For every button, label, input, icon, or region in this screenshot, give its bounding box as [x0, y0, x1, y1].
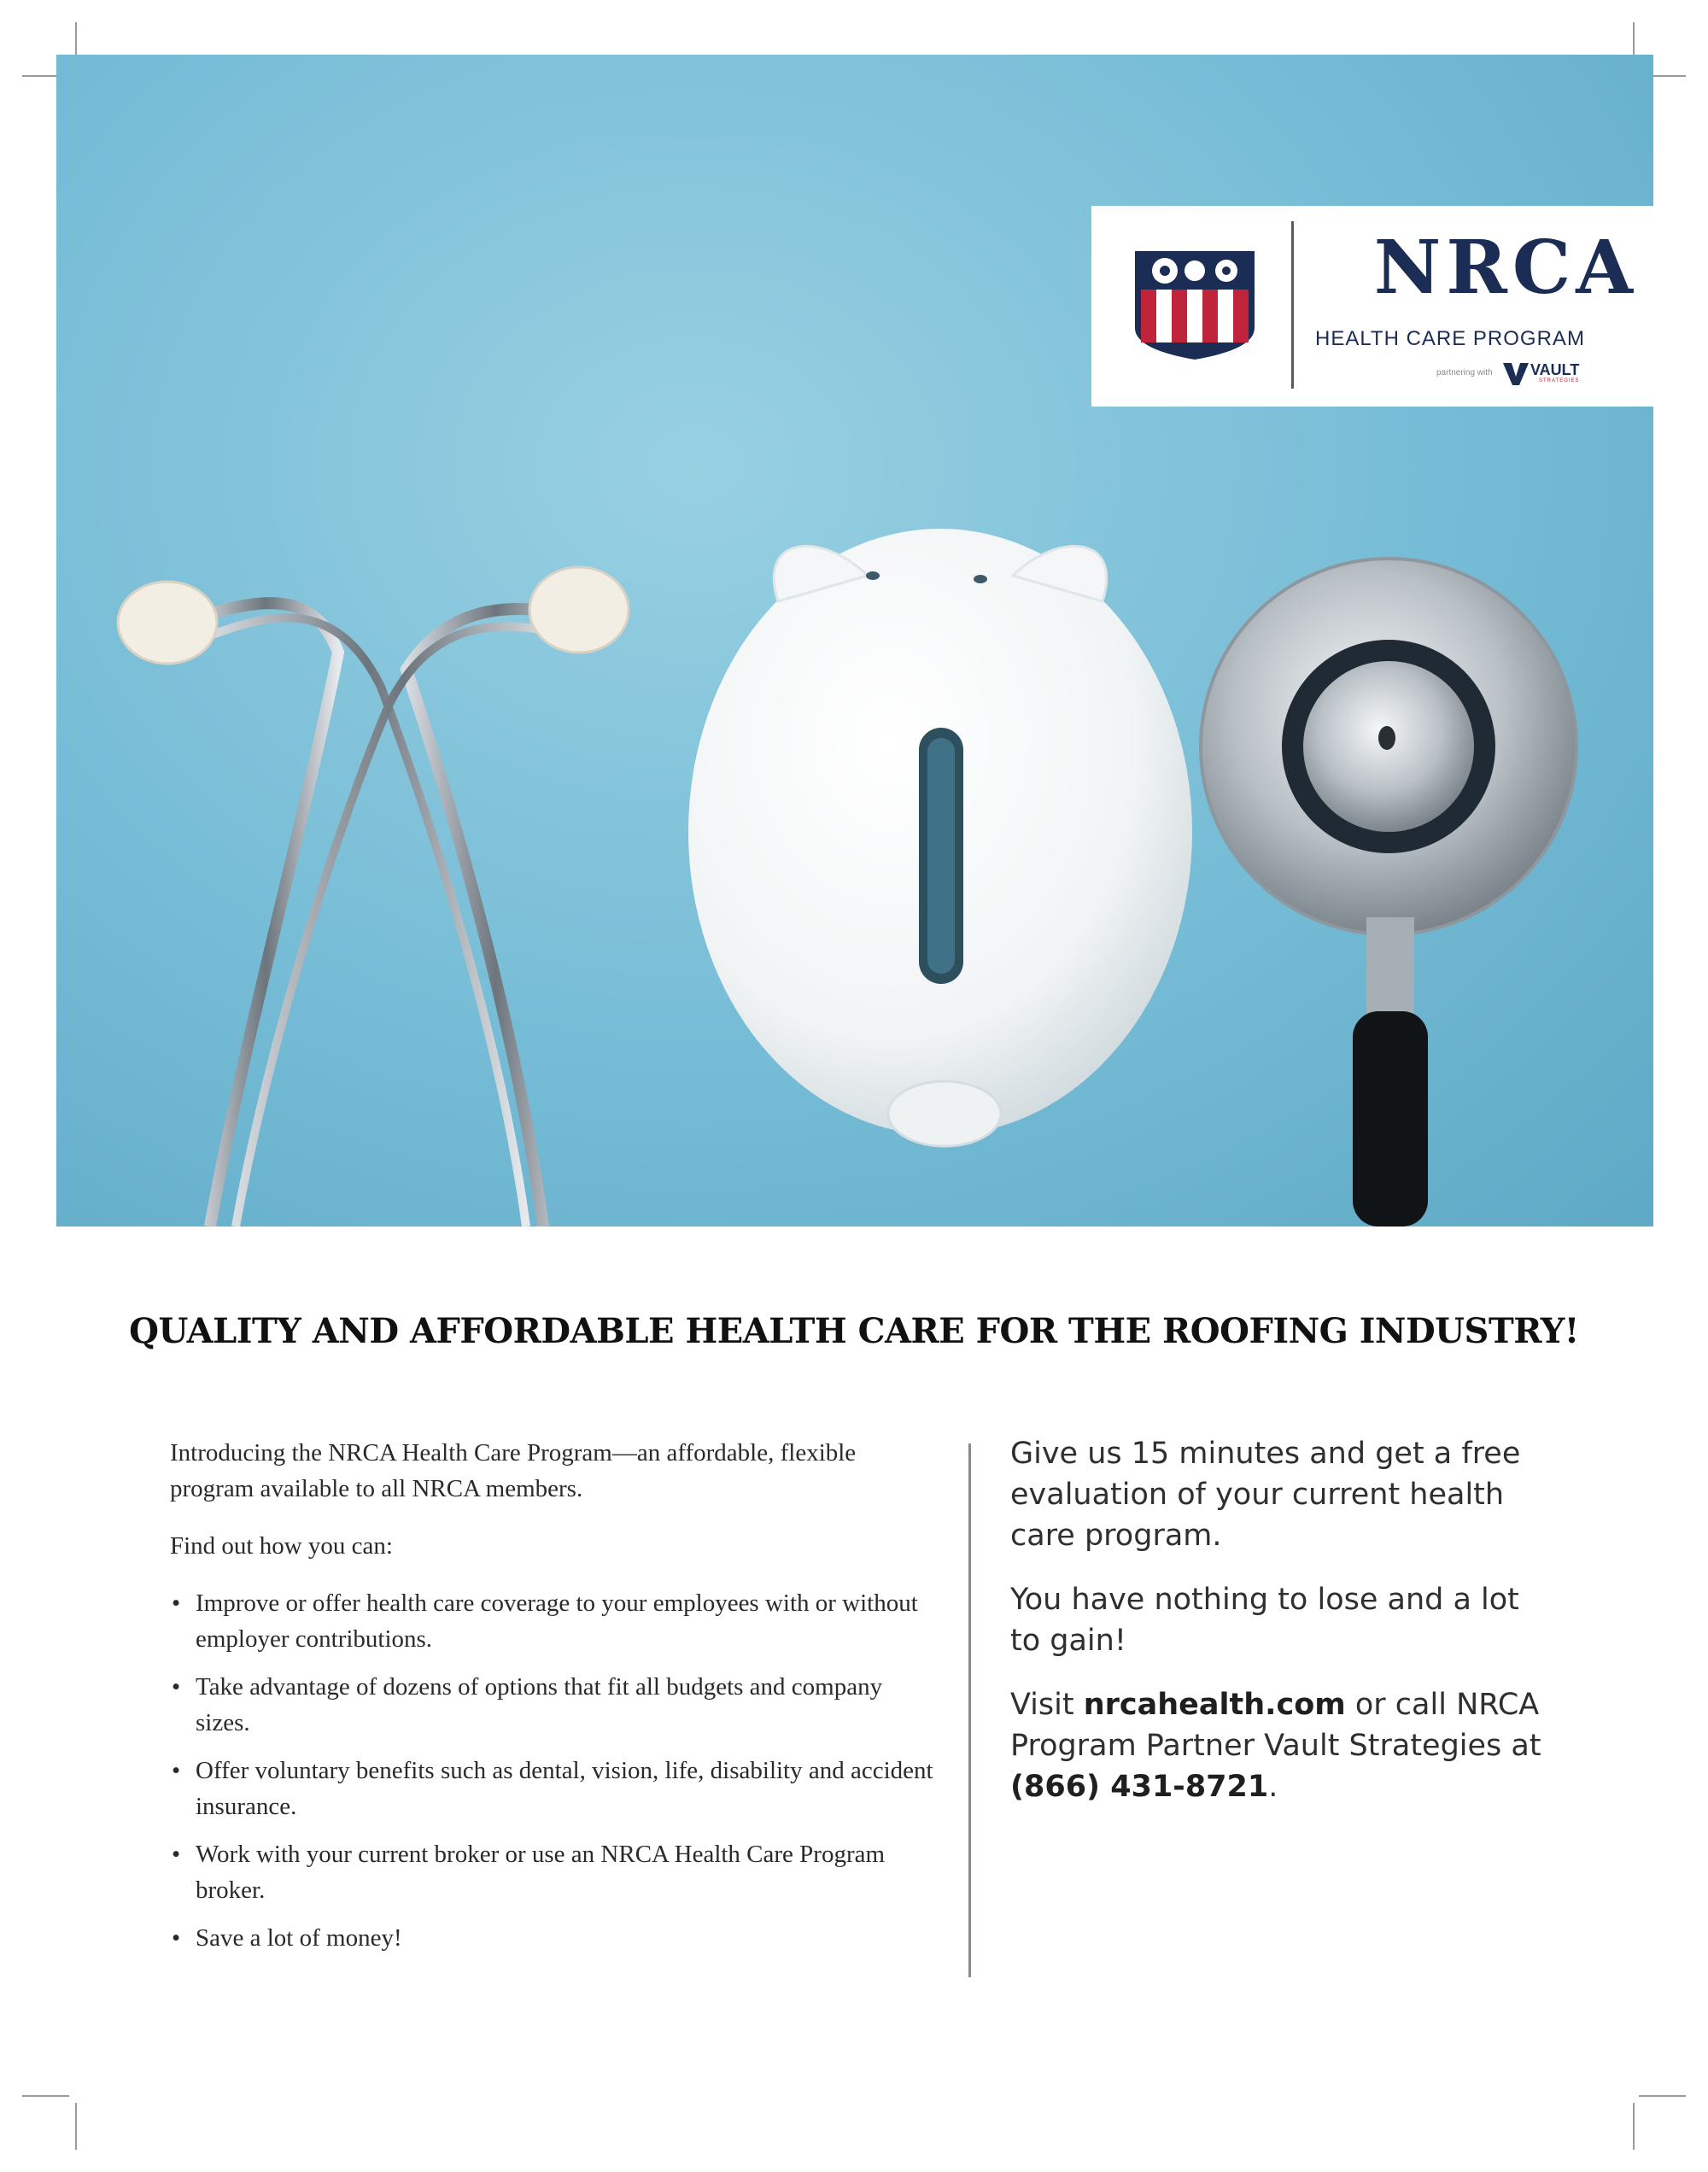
nrca-shield-icon: [1131, 247, 1259, 362]
nothing-to-lose-paragraph: You have nothing to lose and a lot to gain!: [1010, 1583, 1519, 1658]
bullet-icon: •: [172, 1924, 181, 1952]
crop-mark: [22, 2095, 69, 2097]
list-item: [170, 1585, 939, 1657]
list-item-text: Offer voluntary benefits such as dental, vision, life, disability and accident insurance.: [196, 1757, 933, 1820]
website-link[interactable]: nrcahealth.com: [1083, 1688, 1346, 1722]
find-out-label: Find out how you can:: [170, 1532, 393, 1560]
vault-logo-icon: [1503, 363, 1529, 385]
logo-name: NRCA: [1373, 225, 1638, 311]
crop-mark: [1633, 2103, 1635, 2150]
nrca-logo: [1091, 206, 1653, 407]
bullet-icon: •: [172, 1589, 181, 1617]
list-item: [170, 1753, 939, 1824]
column-divider: [968, 1443, 971, 1977]
benefits-list: [170, 1585, 939, 1956]
contact-text: .: [1268, 1770, 1278, 1804]
right-column: [1010, 1433, 1557, 1830]
list-item-text: Take advantage of dozens of options that fit all budgets and company sizes.: [196, 1673, 883, 1736]
bullet-icon: •: [172, 1673, 181, 1701]
bullet-icon: •: [172, 1757, 181, 1784]
logo-divider: [1291, 221, 1294, 389]
left-column: [170, 1435, 939, 1968]
list-item-text: Save a lot of money!: [196, 1924, 402, 1952]
intro-paragraph: Introducing the NRCA Health Care Program—an affordable, flexible program available to all NRCA members.: [170, 1439, 857, 1502]
partner-text: partnering with: [1436, 368, 1493, 378]
partner-subname: STRATEGIES: [1539, 378, 1580, 383]
list-item-text: Improve or offer health care coverage to your employees with or without employer contributions.: [196, 1589, 918, 1653]
partner-name: VAULT: [1530, 361, 1580, 378]
crop-mark: [1639, 2095, 1686, 2097]
evaluation-paragraph: Give us 15 minutes and get a free evaluation of your current health care program.: [1010, 1437, 1521, 1553]
list-item: [170, 1920, 939, 1956]
list-item: [170, 1836, 939, 1908]
bullet-icon: •: [172, 1841, 181, 1868]
logo-subtitle: HEALTH CARE PROGRAM: [1315, 327, 1585, 350]
contact-text: or call NRCA Program Partner Vault Strategies at: [1010, 1688, 1541, 1763]
contact-text: Visit: [1010, 1688, 1084, 1722]
list-item-text: Work with your current broker or use an NRCA Health Care Program broker.: [196, 1841, 886, 1904]
contact-paragraph: [1010, 1684, 1557, 1807]
crop-mark: [75, 2103, 77, 2150]
phone-number[interactable]: (866) 431-8721: [1010, 1770, 1269, 1804]
headline: QUALITY AND AFFORDABLE HEALTH CARE FOR THE ROOFING INDUSTRY!: [129, 1311, 1579, 1351]
list-item: [170, 1669, 939, 1741]
